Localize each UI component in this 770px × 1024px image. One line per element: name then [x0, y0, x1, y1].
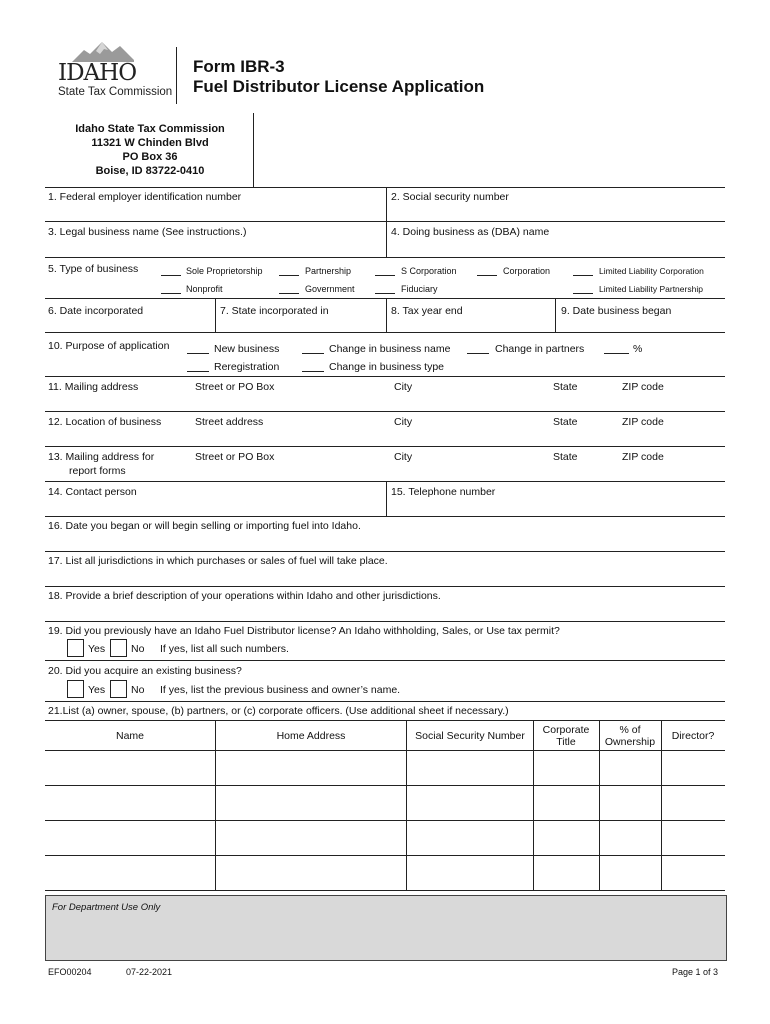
rule — [45, 298, 725, 299]
field-20-label: 20. Did you acquire an existing business? — [48, 665, 242, 677]
col-director-header: Director? — [671, 730, 715, 742]
rule — [45, 586, 725, 587]
field-20-no-checkbox[interactable] — [110, 680, 127, 698]
rule — [555, 298, 556, 332]
government-label: Government — [305, 284, 355, 294]
col-corp-header-1: Corporate — [542, 724, 590, 736]
field-20-no-label: No — [131, 684, 145, 696]
llp-blank[interactable] — [573, 293, 593, 294]
col-corp-header-2: Title — [556, 736, 576, 748]
llp-label: Limited Liability Partnership — [599, 284, 703, 294]
corporation-label: Corporation — [503, 266, 551, 276]
field-6-label: 6. Date incorporated — [48, 305, 144, 317]
field-13-label-line2: report forms — [69, 465, 126, 477]
rule — [45, 660, 725, 661]
field-11-city: City — [394, 381, 413, 393]
logo-wordmark: IDAHO — [58, 60, 137, 86]
field-16-label: 16. Date you began or will begin selling or importing fuel into Idaho. — [48, 520, 361, 532]
rule — [45, 621, 725, 622]
field-5-label: 5. Type of business — [48, 263, 139, 275]
address-po: PO Box 36 — [122, 151, 178, 163]
field-13-zip: ZIP code — [622, 451, 664, 463]
rule — [45, 376, 725, 377]
field-13-label: 13. Mailing address for — [48, 451, 155, 463]
percent-blank[interactable] — [604, 353, 629, 354]
table-row — [45, 785, 725, 786]
col-ssn-header: Social Security Number — [415, 730, 525, 742]
form-title: Fuel Distributor License Application — [193, 77, 485, 96]
field-2-label: 2. Social security number — [391, 191, 509, 203]
col-own-header-1: % of — [619, 724, 641, 736]
fiduciary-label: Fiduciary — [401, 284, 438, 294]
field-13-street: Street or PO Box — [195, 451, 275, 463]
field-4-label: 4. Doing business as (DBA) name — [391, 226, 550, 238]
field-9-label: 9. Date business began — [561, 305, 672, 317]
rule — [215, 298, 216, 332]
reregistration-label: Reregistration — [214, 361, 280, 373]
nonprofit-blank[interactable] — [161, 293, 181, 294]
field-20-note: If yes, list the previous business and owner’s name. — [160, 684, 401, 696]
field-10-label: 10. Purpose of application — [48, 340, 170, 352]
nonprofit-label: Nonprofit — [186, 284, 223, 294]
rule — [45, 516, 725, 517]
logo-subtitle: State Tax Commission — [58, 86, 173, 98]
field-20-yes-label: Yes — [88, 684, 106, 696]
name-change-label: Change in business name — [329, 343, 451, 355]
address-city: Boise, ID 83722-0410 — [95, 165, 205, 177]
new-business-label: New business — [214, 343, 280, 355]
table-col-divider — [661, 720, 662, 890]
s-corporation-blank[interactable] — [375, 275, 395, 276]
header-divider — [176, 47, 177, 104]
footer-page-number: Page 1 of 3 — [672, 967, 719, 977]
table-col-divider — [215, 720, 216, 890]
type-change-blank[interactable] — [302, 371, 324, 372]
footer-form-code: EFO00204 — [48, 967, 92, 977]
type-change-label: Change in business type — [329, 361, 444, 373]
rule — [45, 481, 725, 482]
rule — [386, 481, 387, 516]
field-12-street: Street address — [195, 416, 264, 428]
field-19-note: If yes, list all such numbers. — [160, 643, 289, 655]
table-top-rule — [45, 720, 725, 721]
field-13-city: City — [394, 451, 413, 463]
sole-proprietorship-label: Sole Proprietorship — [186, 266, 263, 276]
llc-blank[interactable] — [573, 275, 593, 276]
field-19-no-label: No — [131, 643, 145, 655]
field-12-label: 12. Location of business — [48, 416, 162, 428]
field-11-zip: ZIP code — [622, 381, 664, 393]
field-11-street: Street or PO Box — [195, 381, 275, 393]
new-business-blank[interactable] — [187, 353, 209, 354]
corporation-blank[interactable] — [477, 275, 497, 276]
field-12-state: State — [553, 416, 578, 428]
rule — [45, 701, 725, 702]
name-change-blank[interactable] — [302, 353, 324, 354]
field-21-label: 21.List (a) owner, spouse, (b) partners, or (c) corporate officers. (Use additional sheet if necessary.) — [48, 705, 509, 717]
reregistration-blank[interactable] — [187, 371, 209, 372]
field-7-label: 7. State incorporated in — [220, 305, 329, 317]
address-divider — [253, 113, 254, 188]
partners-change-label: Change in partners — [495, 343, 585, 355]
field-13-state: State — [553, 451, 578, 463]
field-1-label: 1. Federal employer identification number — [48, 191, 242, 203]
col-own-header-2: Ownership — [604, 736, 656, 748]
col-home-header: Home Address — [276, 730, 346, 742]
partners-change-blank[interactable] — [467, 353, 489, 354]
rule — [45, 446, 725, 447]
field-11-state: State — [553, 381, 578, 393]
idaho-logo — [50, 40, 175, 104]
llc-label: Limited Liability Corporation — [599, 266, 704, 276]
department-use-box — [45, 895, 727, 961]
field-8-label: 8. Tax year end — [391, 305, 463, 317]
field-14-label: 14. Contact person — [48, 486, 137, 498]
field-20-yes-checkbox[interactable] — [67, 680, 84, 698]
table-col-divider — [599, 720, 600, 890]
partnership-blank[interactable] — [279, 275, 299, 276]
field-3-label: 3. Legal business name (See instructions.) — [48, 226, 247, 238]
rule — [45, 551, 725, 552]
table-row — [45, 855, 725, 856]
footer-revision-date: 07-22-2021 — [126, 967, 173, 977]
table-row — [45, 750, 725, 751]
fiduciary-blank[interactable] — [375, 293, 395, 294]
field-11-label: 11. Mailing address — [48, 381, 139, 393]
rule — [45, 221, 725, 222]
field-15-label: 15. Telephone number — [391, 486, 496, 498]
address-name: Idaho State Tax Commission — [75, 123, 225, 135]
field-19-yes-checkbox[interactable] — [67, 639, 84, 657]
field-19-label: 19. Did you previously have an Idaho Fuel Distributor license? An Idaho withholding, Sales, or Use tax permit? — [48, 625, 560, 637]
col-name-header: Name — [115, 730, 144, 742]
form-number: Form IBR-3 — [193, 57, 285, 76]
field-17-label: 17. List all jurisdictions in which purchases or sales of fuel will take place. — [48, 555, 388, 567]
rule — [45, 257, 725, 258]
percent-label: % — [633, 343, 643, 355]
rule — [386, 187, 387, 257]
partnership-label: Partnership — [305, 266, 352, 276]
s-corporation-label: S Corporation — [401, 266, 457, 276]
field-12-zip: ZIP code — [622, 416, 664, 428]
government-blank[interactable] — [279, 293, 299, 294]
field-18-label: 18. Provide a brief description of your operations within Idaho and other jurisdictions. — [48, 590, 441, 602]
table-col-divider — [533, 720, 534, 890]
table-col-divider — [406, 720, 407, 890]
table-bottom-rule — [45, 890, 725, 891]
rule — [386, 298, 387, 332]
department-use-label: For Department Use Only — [52, 902, 161, 913]
rule — [45, 332, 725, 333]
rule — [45, 187, 725, 188]
table-row — [45, 820, 725, 821]
field-19-no-checkbox[interactable] — [110, 639, 127, 657]
field-12-city: City — [394, 416, 413, 428]
field-19-yes-label: Yes — [88, 643, 106, 655]
sole-proprietorship-blank[interactable] — [161, 275, 181, 276]
address-street: 11321 W Chinden Blvd — [91, 137, 209, 149]
rule — [45, 411, 725, 412]
